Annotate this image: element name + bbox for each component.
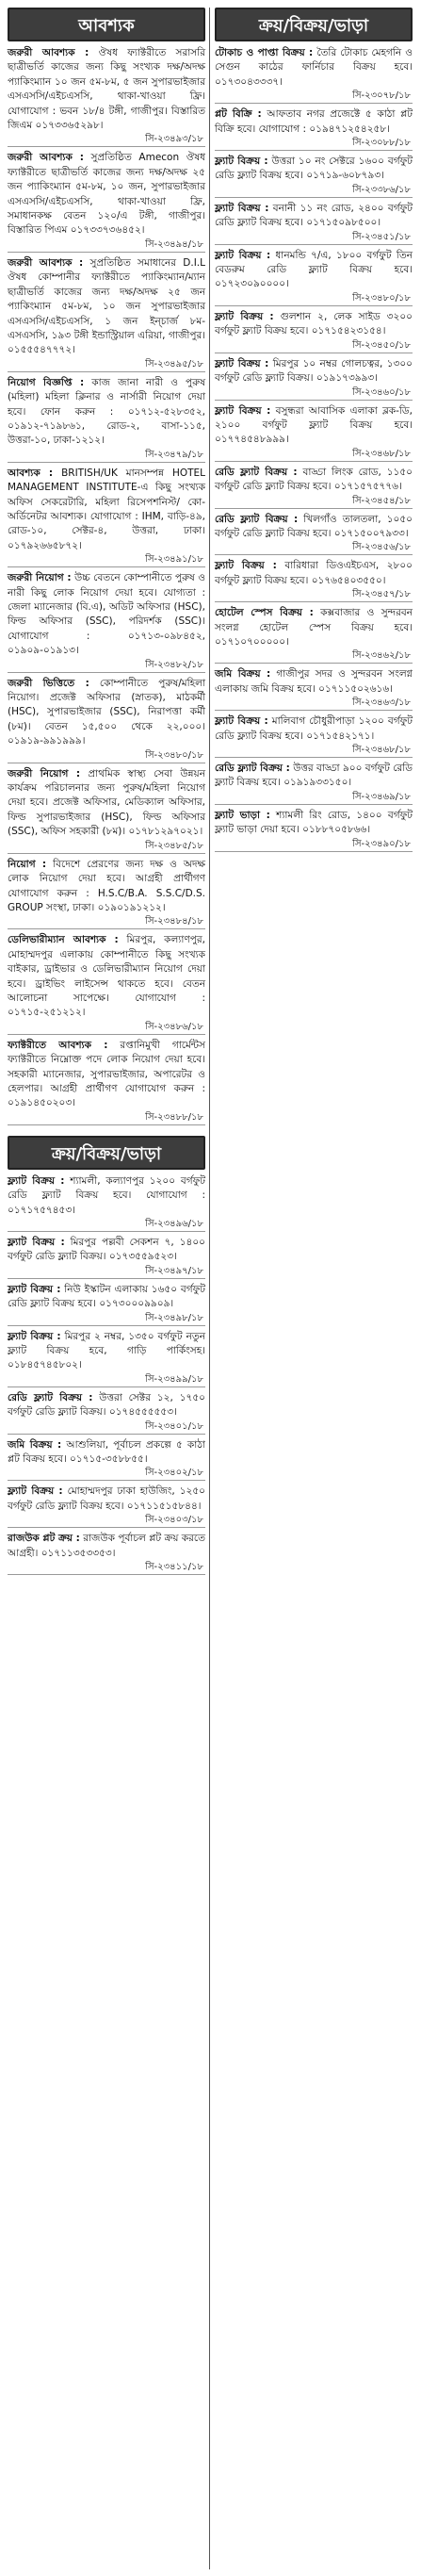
ad-heading: ফ্ল্যাট বিক্রয় : [8,1330,61,1342]
right-column [215,8,413,855]
ad-heading: প্লট বিক্রি : [215,108,262,121]
ad-code: সি-২৩৪৯৬/১৮ [8,1218,205,1232]
ad-code: সি-২৩৪৯৩/১৮ [8,133,205,147]
ad-heading: রেডি ফ্ল্যাট বিক্রয় : [8,1391,93,1403]
ad-code: সি-২৩৪৬৮/১৮ [215,448,413,462]
classified-ad [215,356,413,401]
ad-heading: আবশ্যক : [8,467,54,479]
ad-code: সি-২৩৪৯৮/১৮ [8,1312,205,1326]
ad-body: উত্তরা সেক্টর ১২, ১৭৫০ বর্গফুট রেডি ফ্ল্যাট বিক্রয়। ০১৭৪৫৫৫৫৫৩। [8,1391,205,1419]
ad-heading: জরুরী নিয়োগ : [8,767,81,779]
ad-body: শ্যামলী, কল্যাণপুর ১২০০ বর্গফুট রেডি ফ্ল্যাট বিক্রয় হবে। যোগাযোগ : ০১৭১৭৫৭৪৫৩। [8,1174,205,1216]
classified-ad [8,255,205,372]
ad-heading: ফ্ল্যাট বিক্রয় : [8,1283,61,1295]
ad-body: তৈরি টোকাচ মেহগনি ও সেগুন কাঠের ফার্নিচার বিক্রয় হবে। ০১৭৩০৪৩৩৩৭। [215,47,413,88]
classified-ad [215,808,413,852]
ad-code: সি-২৩৪৯৪/১৮ [8,238,205,253]
ad-code: সি-২৩০৭৮/১৮ [215,90,413,104]
section-header-buy-sell-rent-left: ক্রয়/বিক্রয়/ভাড়া [8,1136,205,1170]
ad-heading: ফ্ল্যাট বিক্রয় : [215,715,268,728]
ad-heading: জরুরী আবশ্যক : [8,47,89,58]
ad-body: খিলগাঁও তালতলা, ১০৫০ বর্গফুট রেডি ফ্ল্যাট বিক্রয় হবে। ০১৭১৫০০৭৯৩৩। [215,513,413,539]
ad-heading: ফ্ল্যাট বিক্রয় : [8,1174,65,1187]
ad-body: আশুলিয়া, পূর্বাচল প্রকল্পে ৫ কাঠা প্লট বিক্রয় হবে। ০১৭১৫-৩৫৮৮৫৫। [8,1438,205,1466]
wanted-ads-list [8,45,205,1125]
ad-body: উত্তর বাড্ডা ৯০০ বর্গফুট রেডি ফ্ল্যাট বিক্রয় হবে। ০১৯১৯৩৩১৫০। [215,763,413,789]
ad-body: ধানমন্ডি ৭/এ, ১৮০০ বর্গফুট তিন বেডরুম রেডি ফ্ল্যাট বিক্রয় হবে। ০১৭২৩০৯০০০০। [215,249,413,290]
ad-code: সি-২৩৪৮৪/১৮ [8,915,205,929]
ad-body: ঔষধ ফ্যাক্টরীতে সরাসরি ছাত্রীভর্তি কাজের জন্য কিছু সংখ্যক দক্ষ/অদক্ষ প্যাকিংম্যান ১০ জন ৫ম-৮ম, ৫ জন সুপারভাইজার এসএসসি/এইচএসসি, থাকা-খাওয়া ফ্রি। যোগাযোগ : ভবন ১৮/৪ টঙ্গী, গাজীপুর। বিস্তারিত জিএম ০১৭৩৩৬৫২৯৮। [8,47,206,132]
classified-ad [215,201,413,245]
ad-code: সি-২৩৪০১/১৮ [8,1420,205,1435]
ad-heading: ডেলিভারীম্যান আবশ্যক : [8,934,119,946]
ad-code: সি-২৩৪৯১/১৮ [8,553,205,567]
ad-code: সি-২৩৪১১/১৮ [8,1561,205,1575]
ad-code: সি-২৩৪৫১/১৮ [215,231,413,245]
section-header-wanted: আবশ্যক [8,8,205,41]
ad-body: গুলশান ২, লেক সাইড ৩২০০ বর্গফুট ফ্ল্যাট বিক্রয় হবে। ০১৭১৫৪২৩১৫৪। [215,310,413,337]
ad-code: সি-২৩৩৮৬/১৮ [215,184,413,198]
classified-ad [215,309,413,353]
ad-body: মিরপুর ১০ নম্বর গোলচত্বর, ১৩০০ বর্গফুট রেডি ফ্ল্যাট বিক্রয়। ০১৯১৭৩৯৯৩। [215,357,413,385]
ad-code: সি-২৩০৮৮/১৮ [215,137,413,151]
ad-heading: জরুরী আবশ্যক : [8,256,84,269]
classified-ad [8,766,205,854]
buy-sell-ads-list-left [8,1173,205,1575]
classified-ad [8,45,205,147]
ad-heading: ফ্ল্যাট বিক্রয় : [215,310,274,322]
ad-code: সি-২৩৪৬৩/১৮ [215,697,413,711]
ad-code: সি-২৩৪৫৪/১৮ [215,495,413,509]
classified-ad [8,857,205,930]
ad-body: মিরপুর, কল্যাণপুর, মোহাম্মদপুর এলাকায় কোম্পানীতে কিছু সংখ্যক বাইকার, ড্রাইভার ও ডেলিভারীম্যান নিয়োগ দেয়া হবে। ড্রাইভিং লাইসেন্স থাকতে হবে। বেতন আলোচনা সাপেক্ষে। যোগাযোগ : ০১৭১৫-২৫১২১২। [8,934,205,1019]
ad-body: নিউ ইস্কাটন এলাকায় ১৬৫০ বর্গফুট রেডি ফ্ল্যাট বিক্রয় হবে। ০১৭৩০০০৯৯০৯। [8,1283,206,1310]
ad-code: সি-২৩৪৮৬/১৮ [8,1021,205,1035]
ad-heading: হোটেল স্পেস বিক্রয় : [215,607,314,619]
classified-ad [215,512,413,556]
ad-code: সি-২৩৪৬৮/১৮ [215,744,413,758]
ad-code: সি-২৩৪৮০/১৮ [8,749,205,763]
ad-code: সি-২৩৪৮০/১৮ [215,292,413,306]
classified-ad [215,666,413,711]
classified-ad [8,1531,205,1575]
ad-body: কক্সবাজার ও সুন্দরবন সংলগ্ন হোটেল স্পেস বিক্রয় হবে। ০১৭১০৭০০০০০। [215,607,413,648]
classified-ad [215,761,413,805]
ad-heading: ফ্ল্যাট বিক্রয় : [8,1485,63,1498]
ad-body: সুপ্রতিষ্ঠিত Amecon ঔষধ ফ্যাক্টরীতে ছাত্রীভর্তি কাজের জন্য দক্ষ/অদক্ষ ২৫ জন প্যাকিংম্যান ৫ম-৮ম, ১০ জন, সুপারভাইজার এসএসসি/এইচএসসি, থাকা-খাওয়া ফ্রি, সমাধানকক্ষ বেতন ১২০/এ টঙ্গী, গাজীপুর। বিস্তারিত পিএম ০১৭৩৩৭৩৬৪৫২। [8,152,205,237]
ad-heading: ফ্ল্যাট বিক্রয় : [215,404,271,417]
ad-body: কোম্পানীতে পুরুষ/মহিলা নিয়োগ। প্রজেক্ট অফিসার (স্নাতক), মাঠকর্মী (HSC), সুপারভাইজার (SSC), নিরাপত্তা কর্মী (৮ম)। বেতন ১৫,৫০০ থেকে ২২,০০০। ০১৯১৯-৯৯১৯৯৯। [8,677,205,747]
classified-ad [8,1390,205,1435]
ad-code: সি-২৩৪৯৯/১৮ [8,1373,205,1387]
ad-body: রপ্তানিমুখী গার্মেন্টস ফ্যাক্টরীতে নিম্নোক্ত পদে লোক নিয়োগ দেয়া হবে। সহকারী ম্যানেজার, সুপারভাইজার, অপারেটর ও হেলপার। আগ্রহী প্রার্থীগণ যোগাযোগ করুন : ০১৯১৪৫০২০৩। [8,1039,205,1109]
ad-code: সি-২৩৪৮২/১৮ [8,659,205,673]
ad-code: সি-২৩৪৬০/১৮ [215,386,413,401]
classified-ad [215,45,413,104]
ad-heading: ফ্ল্যাট বিক্রয় : [215,202,269,214]
classified-ad [8,375,205,463]
classified-ad [8,1235,205,1279]
ad-code: সি-২৩৪৫৭/১৮ [215,588,413,602]
ad-heading: জমি বিক্রয় : [215,668,271,681]
ad-code: সি-২৩৪৮৮/১৮ [8,1111,205,1125]
ad-body: উত্তরা ১০ নং সেক্টরে ১৬০০ বর্গফুট রেডি ফ্ল্যাট বিক্রয় হবে। ০১৭১৯-৬০৮৭৯৩। [215,156,413,182]
ad-code: সি-২৩৪৫০/১৮ [215,339,413,353]
classified-ad [8,150,205,252]
classified-ad [215,248,413,306]
ad-code: সি-২৩৪০৩/১৮ [8,1514,205,1528]
ad-body: কাজ জানা নারী ও পুরুষ (মহিলা) মহিলা ক্লিনার ও নার্সারী নিয়োগ দেয়া হবে। ফোন করুন : ০১৭১২-৫২৮৩৫২, ০১৯১২-৭১৯৮৬১, রোড-২, বাসা-১১৫, উত্তরা-১০, ঢাকা-১২১২। [8,376,205,447]
classified-ad [215,465,413,509]
ad-heading: নিয়োগ : [8,858,47,870]
ad-heading: ফ্ল্যাট ভাড়া : [215,809,270,821]
classified-ad [8,1282,205,1326]
classified-ad [215,154,413,198]
ad-code: সি-২৩৪৬৯/১৮ [215,791,413,805]
ad-heading: ফ্ল্যাট বিক্রয় : [215,357,269,369]
ad-body: উচ্চ বেতনে কোম্পানীতে পুরুষ ও নারী কিছু লোক নিয়োগ দেয়া হবে। যোগ্যতা : জেলা ম্যানেজার (বি.এ), অডিট অফিসার (HSC), ফিল্ড অফিসার (SSC), পরিদর্শক (SSC)। যোগাযোগ : ০১৭১৩-০৯৮৪৫২, ০১৯০৯-০১৯১৩। [8,572,206,657]
classified-ad [8,1437,205,1482]
classified-ad [215,605,413,664]
ad-code: সি-২৩৪৭৯/১৮ [8,449,205,463]
ad-body: BRITISH/UK মানসম্পন্ন HOTEL MANAGEMENT INSTITUTE-এ কিছু সংখ্যক অফিস সেকরেটারি, মহিলা রিসেপশনিস্ট/ কো-অর্ডিনেটর আবশ্যক। যোগাযোগ : IHM, বাড়ি-৪৯, রোড-১০, সেক্টর-৪, উত্তরা, ঢাকা। ০১৭৯২৬৬৫৮৭২। [8,467,205,551]
ad-body: শ্যামলী রিং রোড, ১৪০০ বর্গফুট ফ্ল্যাট ভাড়া দেয়া হবে। ০১৮৮৭০৫৮৬৬। [215,809,413,836]
ad-code: সি-২৩৪৬২/১৮ [215,649,413,664]
ad-heading: জরুরী ভিত্তিতে : [8,677,89,689]
classified-ad [8,1038,205,1125]
classified-ad [215,107,413,151]
ad-body: গাজীপুর সদর ও সুন্দরবন সংলগ্ন এলাকায় জমি বিক্রয় হবে। ০১৭১১৫০২৬১৬। [215,668,413,695]
ad-heading: জরুরী আবশ্যক : [8,152,84,164]
ad-body: বাড্ডা লিংক রোড, ১১৫০ বর্গফুট রেডি ফ্ল্যাট বিক্রয় হবে। ০১৭১৫৭৫৭৭৬। [215,466,413,493]
ad-body: বসুন্ধরা আবাসিক এলাকা ব্লক-ডি, ২১০০ বর্গফুট ফ্ল্যাট বিক্রয় হবে। ০১৭৭৪৫৪৮৯৯৯। [215,404,413,446]
section-header-buy-sell-rent: ক্রয়/বিক্রয়/ভাড়া [215,8,413,41]
classified-ad [8,1173,205,1232]
ad-code: সি-২৩৪৮৫/১৮ [8,840,205,854]
ad-heading: জরুরী নিয়োগ : [8,572,72,584]
left-column [8,8,205,1578]
ad-heading: রেডি ফ্ল্যাট বিক্রয় : [215,763,290,774]
ad-body: মোহাম্মদপুর ঢাকা হাউজিং, ১২৫০ বর্গফুট রেডি ফ্ল্যাট বিক্রয় হবে। ০১৭১১৫১৫৮৪৪। [8,1485,205,1512]
ad-body: আফতাব নগর প্রজেক্টে ৫ কাঠা প্লট বিক্রি হবে। যোগাযোগ : ০১৯৪৭১২৫৪২৫৮। [215,108,413,135]
classified-ad [215,558,413,602]
classified-ad [8,466,205,567]
ad-heading: নিয়োগ বিজ্ঞপ্তি : [8,376,85,388]
ad-heading: রেডি ফ্ল্যাট বিক্রয় : [215,513,299,525]
ad-body: মিরপুর পল্লবী সেকশন ৭, ১৪০০ বর্গফুট রেডি ফ্ল্যাট বিক্রয়। ০১৭৩৫৫৯৫২৩। [8,1237,205,1263]
ad-body: রাজউক পূর্বাচল প্লট ক্রয় করতে আগ্রহী। ০১৭১১৩৫৩৩৫৩। [8,1533,205,1559]
column-divider [209,8,210,2569]
classified-ad [215,714,413,758]
classified-ad [215,403,413,462]
ad-body: বারিধারা ডিওএইচএস, ২৮০০ বর্গফুট ফ্ল্যাট বিক্রয় হবে। ০১৭৬৫৪০৩৫৫০। [215,560,413,586]
ad-code: সি-২৩৪৯৭/১৮ [8,1265,205,1279]
classified-ad [8,1329,205,1387]
ad-code: সি-২৩৪৯০/১৮ [215,838,413,852]
ad-heading: ফ্ল্যাট বিক্রয় : [215,249,271,261]
classified-ad [8,676,205,763]
ad-body: মালিবাগ চৌধুরীপাড়া ১২০০ বর্গফুট রেডি ফ্ল্যাট বিক্রয় হবে। ০১৭১৫৪২১৭১। [215,715,413,742]
ad-heading: ফ্ল্যাট বিক্রয় : [215,156,268,168]
ad-code: সি-২৩৪০২/১৮ [8,1467,205,1481]
ad-body: সুপ্রতিষ্ঠিত সমাধানের D.I.L ঔষধ কোম্পানীর ফ্যাক্টরীতে প্যাকিংম্যান/ম্যান ছাত্রীভর্তি কাজের জন্য দক্ষ/অদক্ষ ২৫ জন প্যাকিংম্যান ৫ম-৮ম, ১০ জন সুপারভাইজার এসএসসি/এইচএসসি, ১ জন ইন্চার্জ ৮ম-এসএসসি, ১৯৩ টঙ্গী ইন্ডাস্ট্রিয়াল এরিয়া, গাজীপুর। ০১৫৫৫৪৭৭৭২। [8,256,205,356]
ad-body: বিদেশে প্রেরণের জন্য দক্ষ ও অদক্ষ লোক নিয়োগ দেয়া হবে। আগ্রহী প্রার্থীগণ যোগাযোগ করুন : H.S.C/B.A. S.S.C/D.S. GROUP সংস্থা, ঢাকা। ০১৯০১৯১২১২। [8,858,205,913]
ad-body: মিরপুর ২ নম্বর, ১৩৫০ বর্গফুট নতুন ফ্ল্যাট বিক্রয় হবে, গাড়ি পার্কিংসহ। ০১৮৪৫৭৪৫৮০২। [8,1330,205,1371]
ad-heading: টোকাচ ও পাপ্তা বিক্রয় : [215,47,314,58]
buy-sell-ads-list-right [215,45,413,852]
ad-heading: ফ্যাক্টরীতে আবশ্যক : [8,1039,108,1051]
ad-heading: ফ্ল্যাট বিক্রয় : [215,560,277,572]
ad-code: সি-২৩৪৯৫/১৮ [8,358,205,372]
ad-heading: রেডি ফ্ল্যাট বিক্রয় : [215,466,298,478]
ad-code: সি-২৩৪৫৬/১৮ [215,541,413,555]
ad-heading: ফ্ল্যাট বিক্রয় : [8,1237,65,1248]
ad-body: বনানী ১১ নং রোড, ২৪০০ বর্গফুট রেডি ফ্ল্যাট বিক্রয় হবে। ০১৭১৫০৯৮৫০০। [215,202,413,229]
classified-ad [8,1484,205,1528]
ad-heading: জমি বিক্রয় : [8,1438,62,1451]
ad-heading: রাজউক প্লট ক্রয় : [8,1533,80,1545]
classified-ad [8,570,205,672]
classified-ad [8,932,205,1034]
ad-body: প্রাথমিক স্বাস্থ্য সেবা উন্নয়ন কার্যক্রম পরিচালনার জন্য পুরুষ/মহিলা নিয়োগ দেয়া হবে। প্রজেক্ট অফিসার, মেডিক্যাল অফিসার, ফিল্ড সুপারভাইজার (HSC), ফিল্ড অফিসার (SSC), অফিস সহকারী (৮ম)। ০১৭৮১২৯৭০২১। [8,767,206,838]
